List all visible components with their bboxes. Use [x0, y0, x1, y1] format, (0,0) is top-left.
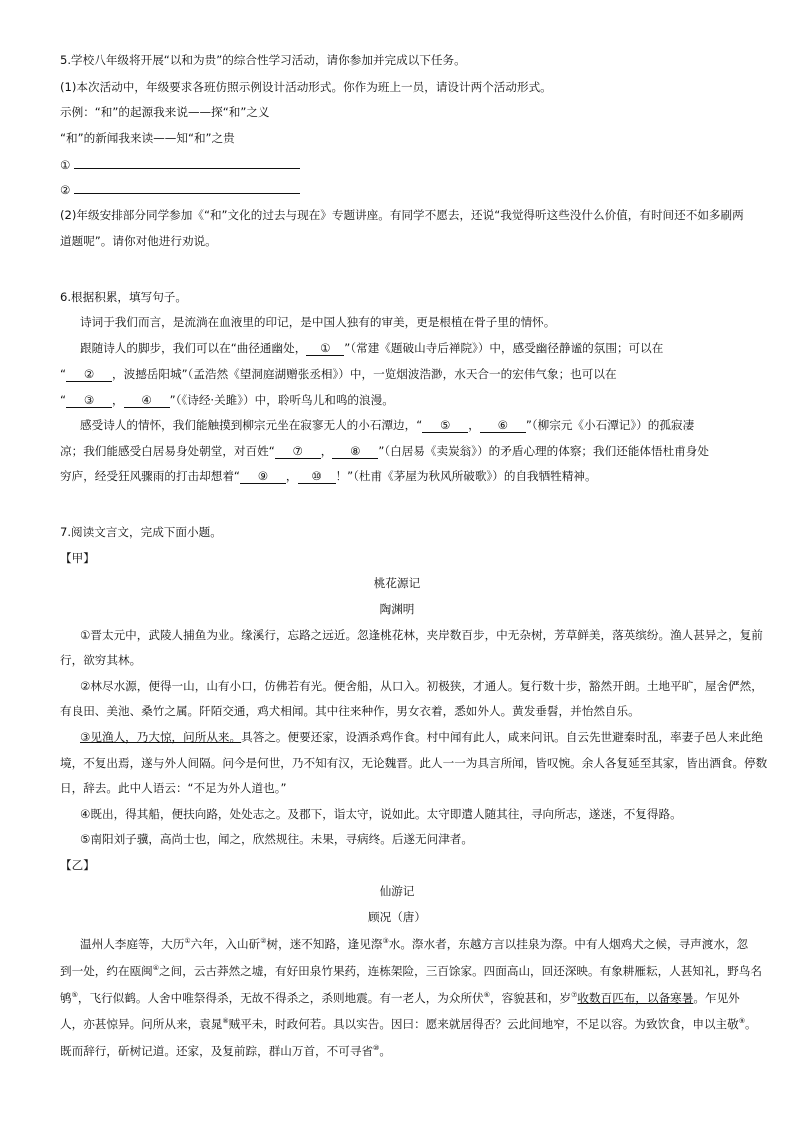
blank-number: ②	[83, 367, 95, 381]
yi-line3	[60, 990, 740, 1006]
footnote-marker: ⑩	[373, 1044, 380, 1053]
text: 到一处，约在瓯闽	[60, 964, 153, 978]
passage-title-yi: 仙游记	[379, 884, 415, 898]
text: “	[60, 367, 67, 381]
yi-line4	[60, 1016, 757, 1032]
jia-para1-line2: 行，欲穷其林。	[60, 653, 142, 667]
q6-line6	[60, 443, 709, 459]
text: ，波撼岳阳城”（孟浩然《望洞庭湖赠张丞相》）中，一览烟波浩渺，水天合一的宏伟气象；也可以在	[112, 367, 617, 381]
answer-number: ②	[60, 183, 71, 197]
text: ，容貌甚和，岁	[489, 991, 572, 1005]
jia-para3-line2: 境，不复出焉，遂与外人间隔。问今是何世，乃不知有汉，无论魏晋。此人一一为具言所闻，皆叹惋。余人各复延至其家，皆出酒食。停数	[60, 756, 768, 770]
text: 穷庐，经受狂风骤雨的打击却想着“	[60, 469, 240, 483]
passage-author-jia: 陶渊明	[379, 602, 415, 616]
blank-2[interactable]	[66, 367, 112, 382]
text: 。乍见外	[693, 991, 740, 1005]
text: 跟随诗人的脚步，我们可以在“曲径通幽处，	[80, 341, 307, 355]
blank-number: ③	[83, 393, 95, 407]
footnote-marker: ⑦	[571, 991, 578, 1000]
text: ”（常建《题破山寺后禅院》）中，感受幽径静谧的氛围；可以在	[344, 341, 664, 355]
q5-example-line2: “和”的新闻我来读——知“和”之贵	[60, 131, 235, 145]
blank-number: ⑦	[292, 444, 303, 458]
footnote-marker: ①	[184, 937, 191, 946]
text: 温州人李庭等，大历	[80, 937, 185, 951]
blank-3[interactable]	[66, 393, 112, 408]
jia-para2-line1: ②林尽水源，便得一山，山有小口，仿佛若有光。便舍船，从口入。初极狭，才通人。复行数十步，豁然开朗。土地平旷，屋舍俨然，	[80, 679, 763, 693]
text: 具答之。便要还家，设酒杀鸡作食。村中闻有此人，咸来问讯。自云先世避秦时乱，率妻子邑人来此绝	[241, 730, 763, 744]
q6-title: 6.根据积累，填写句子。	[60, 290, 187, 304]
q6-line3	[60, 366, 617, 382]
text: “	[60, 393, 67, 407]
q6-line5	[80, 417, 694, 433]
footnote-marker: ③	[382, 937, 389, 946]
text: ！”（杜甫《茅屋为秋风所破歌》）的自我牺牲精神。	[335, 469, 597, 483]
blank-6[interactable]	[480, 418, 526, 433]
footnote-marker: ②	[260, 937, 267, 946]
yi-line5	[60, 1043, 391, 1059]
footnote-marker: ⑨	[738, 1017, 746, 1026]
jia-para5: ⑤南阳刘子骥，高尚士也，闻之，欣然规往。未果，寻病终。后遂无问津者。	[80, 832, 473, 846]
q5-answer-line-2	[60, 182, 300, 198]
text: 。	[745, 1017, 757, 1031]
section-label-jia: 【甲】	[60, 551, 95, 565]
blank-8[interactable]	[332, 444, 378, 459]
answer-blank[interactable]	[74, 157, 300, 169]
q6-intro: 诗词于我们而言，是流淌在血液里的印记，是中国人独有的审美，更是根植在骨子里的情怀。	[80, 315, 556, 329]
text: 感受诗人的情怀，我们能触摸到柳宗元坐在寂寥无人的小石潭边，“	[80, 418, 423, 432]
blank-9[interactable]	[240, 469, 286, 484]
text: 树，迷不知路，逢见漈	[266, 937, 383, 951]
blank-number: ⑩	[311, 469, 322, 483]
q6-line7	[60, 468, 597, 484]
blank-1[interactable]	[306, 341, 344, 356]
text: 凉；我们能感受白居易身处朝堂，对百姓“	[60, 444, 275, 458]
blank-number: ⑨	[257, 469, 269, 483]
passage-title-jia: 桃花源记	[373, 576, 421, 590]
jia-para3-line1	[80, 729, 763, 745]
blank-number: ①	[320, 341, 331, 355]
passage-author-yi: 顾况（唐）	[368, 910, 426, 924]
text: 六年，入山斫	[190, 937, 261, 951]
underlined-sentence: 收数百匹布，以备寒暑	[577, 991, 694, 1005]
text: 水。漈水者，东越方言以挂泉为漈。中有人烟鸡犬之候，寻声渡水，忽	[388, 937, 749, 951]
blank-4[interactable]	[124, 393, 170, 408]
q7-title: 7.阅读文言文，完成下面小题。	[60, 525, 222, 539]
footnote-marker: ⑧	[222, 1017, 229, 1026]
blank-number: ⑧	[350, 444, 361, 458]
blank-10[interactable]	[298, 469, 336, 484]
jia-para3-line3: 日，辞去。此中人语云：“不足为外人道也。”	[60, 781, 287, 795]
text: ，	[320, 444, 333, 458]
footnote-marker: ⑤	[71, 991, 78, 1000]
section-label-yi: 【乙】	[60, 858, 95, 872]
q5-title: 5.学校八年级将开展“以和为贵”的综合性学习活动，请你参加并完成以下任务。	[60, 53, 466, 67]
underlined-sentence: ③见渔人，乃大惊，问所从来。	[80, 730, 242, 744]
q5-part2-line2: 道题呢”。请你对他进行劝说。	[60, 234, 217, 248]
text: ，	[468, 418, 480, 432]
text: ”（柳宗元《小石潭记》）的孤寂凄	[525, 418, 695, 432]
q6-line2	[80, 340, 663, 356]
text: 贼平未，时政何若。具以实告。因曰：愿来就居得否？云此间地窄，不足以容。为致饮食，申以主敬	[228, 1017, 739, 1031]
q5-part1: (1)本次活动中，年级要求各班仿照示例设计活动形式。你作为班上一员，请设计两个活动形式。	[60, 80, 552, 94]
text: ”（《诗经·关雎》）中，聆听鸟儿和鸣的浪漫。	[169, 393, 394, 407]
text: 鸲	[60, 991, 72, 1005]
footnote-marker: ④	[152, 964, 160, 973]
yi-line2	[60, 963, 762, 979]
text: 既而辞行，斫树记道。还家，及复前踪，群山万首，不可寻省	[60, 1044, 374, 1058]
text: ，飞行似鹤。人舍中唯祭得杀，无故不得杀之，杀则地震。有一老人，为众所伏	[77, 991, 484, 1005]
jia-para4: ④既出，得其船，便扶向路，处处志之。及郡下，诣太守，说如此。太守即遣人随其往，寻向所志，遂迷，不复得路。	[80, 807, 682, 821]
text: ，	[285, 469, 298, 483]
yi-line1	[80, 936, 748, 952]
text: ，	[112, 393, 124, 407]
blank-number: ⑥	[497, 418, 509, 432]
blank-7[interactable]	[275, 444, 321, 459]
blank-number: ⑤	[440, 418, 451, 432]
text: ”（白居易《卖炭翁》）的矛盾心理的体察；我们还能体悟杜甫身处	[378, 444, 709, 458]
jia-para1-line1: ①晋太元中，武陵人捕鱼为业。缘溪行，忘路之远近。忽逢桃花林，夹岸数百步，中无杂树，芳草鲜美，落英缤纷。渔人甚异之，复前	[80, 628, 763, 642]
answer-blank[interactable]	[74, 182, 300, 194]
text: 人，亦甚惊异。问所从来，袁晁	[60, 1017, 223, 1031]
q5-example-line1: 示例：“和”的起源我来说——探“和”之义	[60, 105, 270, 119]
q5-part2-line1: (2)年级安排部分同学参加《“和”文化的过去与现在》专题讲座。有同学不愿去，还说“我觉得听这些没什么价值，有时间还不如多刷两	[60, 208, 744, 222]
blank-5[interactable]	[422, 418, 468, 433]
answer-number: ①	[60, 158, 71, 172]
text: 。	[379, 1044, 391, 1058]
q5-answer-line-1	[60, 157, 300, 173]
text: 之间，云古莽然之墟，有好田泉竹果药，连栋架险，三百馀家。四面高山，回还深映。有象耕雁耘，人甚知礼，野鸟名	[159, 964, 762, 978]
jia-para2-line2: 有良田、美池、桑竹之属。阡陌交通，鸡犬相闻。其中往来种作，男女衣着，悉如外人。黄发垂髫，并怡然自乐。	[60, 704, 640, 718]
footnote-marker: ⑥	[483, 991, 490, 1000]
blank-number: ④	[141, 393, 152, 407]
q6-line4	[60, 392, 394, 408]
